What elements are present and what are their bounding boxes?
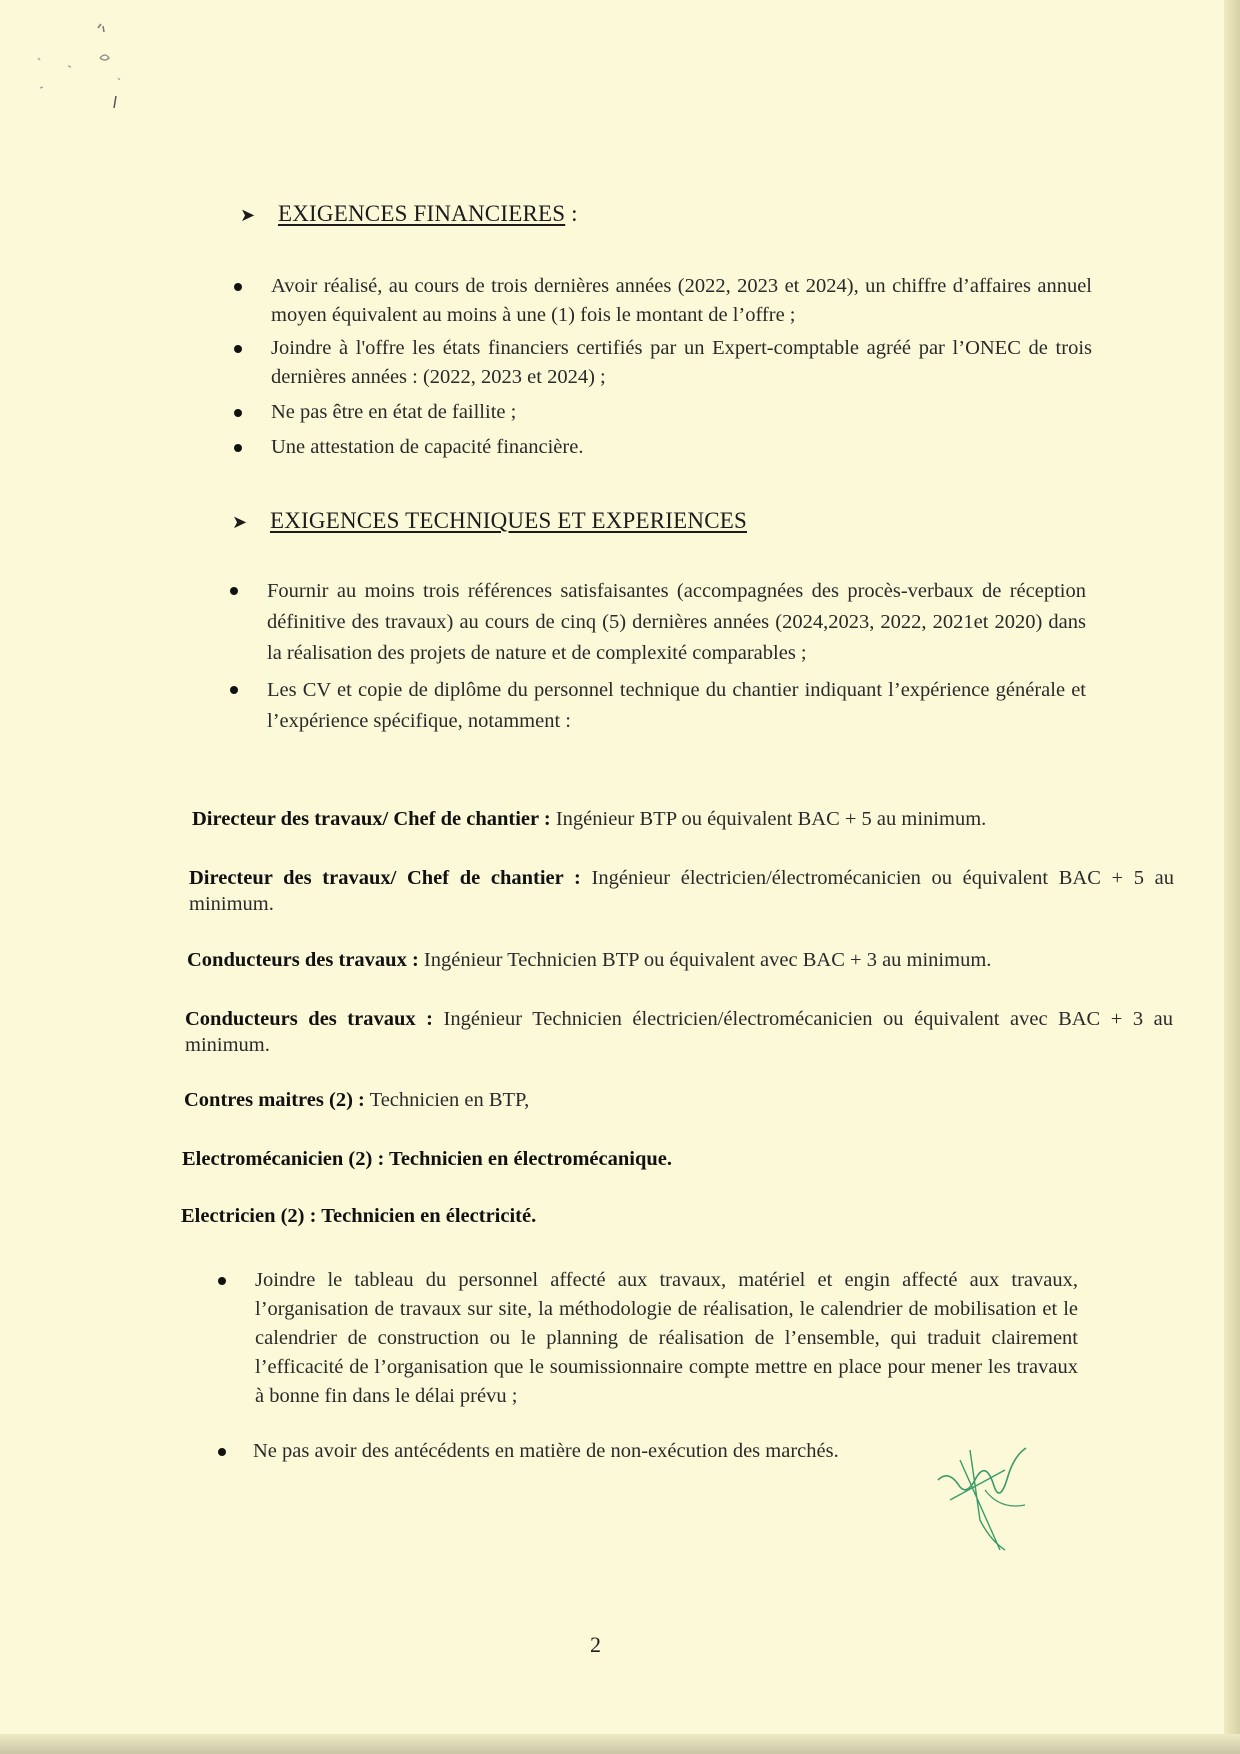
list-item: Ne pas être en état de faillite ; (232, 398, 1092, 427)
list-item: Avoir réalisé, au cours de trois dernières années (2022, 2023 et 2024), un chiffre d’affaires annuel moyen équivalent au moins à une (1) fois le montant de l’offre ; (232, 272, 1092, 330)
page-right-edge (1224, 0, 1240, 1754)
technical-heading: ➤ EXIGENCES TECHNIQUES ET EXPERIENCES (232, 508, 748, 533)
final-requirements-list (216, 1266, 1078, 1466)
staff-requirement: Directeur des travaux/ Chef de chantier : Ingénieur électricien/électromécanicien ou équivalent BAC + 5 au minimum. (189, 867, 1174, 915)
page-bottom-edge (0, 1734, 1240, 1754)
staff-requirement: Electricien (2) : Technicien en électricité. (181, 1205, 537, 1227)
technical-requirements-list (228, 576, 1086, 737)
page-number: 2 (590, 1632, 601, 1657)
financial-heading: ➤ EXIGENCES FINANCIERES : (240, 201, 578, 226)
financial-requirements-list (232, 272, 1092, 462)
staff-requirement: Contres maitres (2) : Technicien en BTP, (184, 1089, 530, 1111)
list-item: Une attestation de capacité financière. (232, 433, 1092, 462)
arrow-bullet-icon: ➤ (240, 205, 256, 225)
staff-requirement: Conducteurs des travaux : Ingénieur Technicien électricien/électromécanicien ou équivalent avec BAC + 3 au minimum. (185, 1008, 1173, 1056)
signature-icon (930, 1440, 1040, 1560)
staff-requirement: Conducteurs des travaux : Ingénieur Technicien BTP ou équivalent avec BAC + 3 au minimum. (187, 949, 992, 971)
staff-requirement: Electromécanicien (2) : Technicien en électromécanique. (182, 1148, 672, 1170)
staff-requirement: Directeur des travaux/ Chef de chantier : Ingénieur BTP ou équivalent BAC + 5 au minimum. (192, 808, 987, 830)
list-item: Fournir au moins trois références satisfaisantes (accompagnées des procès-verbaux de réception définitive des travaux) au cours de cinq (5) dernières années (2024,2023, 2022, 2021et 2020) dans la réalisation des projets de nature et de complexité comparables ; (228, 576, 1086, 669)
list-item: Ne pas avoir des antécédents en matière de non-exécution des marchés. (216, 1437, 1078, 1466)
list-item: Joindre le tableau du personnel affecté aux travaux, matériel et engin affecté aux travaux, l’organisation de travaux sur site, la méthodologie de réalisation, le calendrier de mobilisation et le calendrier de construction ou le planning de réalisation de l’ensemble, qui traduit clairement l’efficacité de l’organisation que le soumissionnaire compte mettre en place pour mener les travaux à bonne fin dans le délai prévu ; (216, 1266, 1078, 1411)
scan-marks-icon (28, 18, 148, 108)
arrow-bullet-icon: ➤ (232, 512, 248, 532)
list-item: Joindre à l'offre les états financiers certifiés par un Expert-comptable agréé par l’ONEC de trois dernières années : (2022, 2023 et 2024) ; (232, 334, 1092, 392)
list-item: Les CV et copie de diplôme du personnel technique du chantier indiquant l’expérience générale et l’expérience spécifique, notamment : (228, 675, 1086, 737)
